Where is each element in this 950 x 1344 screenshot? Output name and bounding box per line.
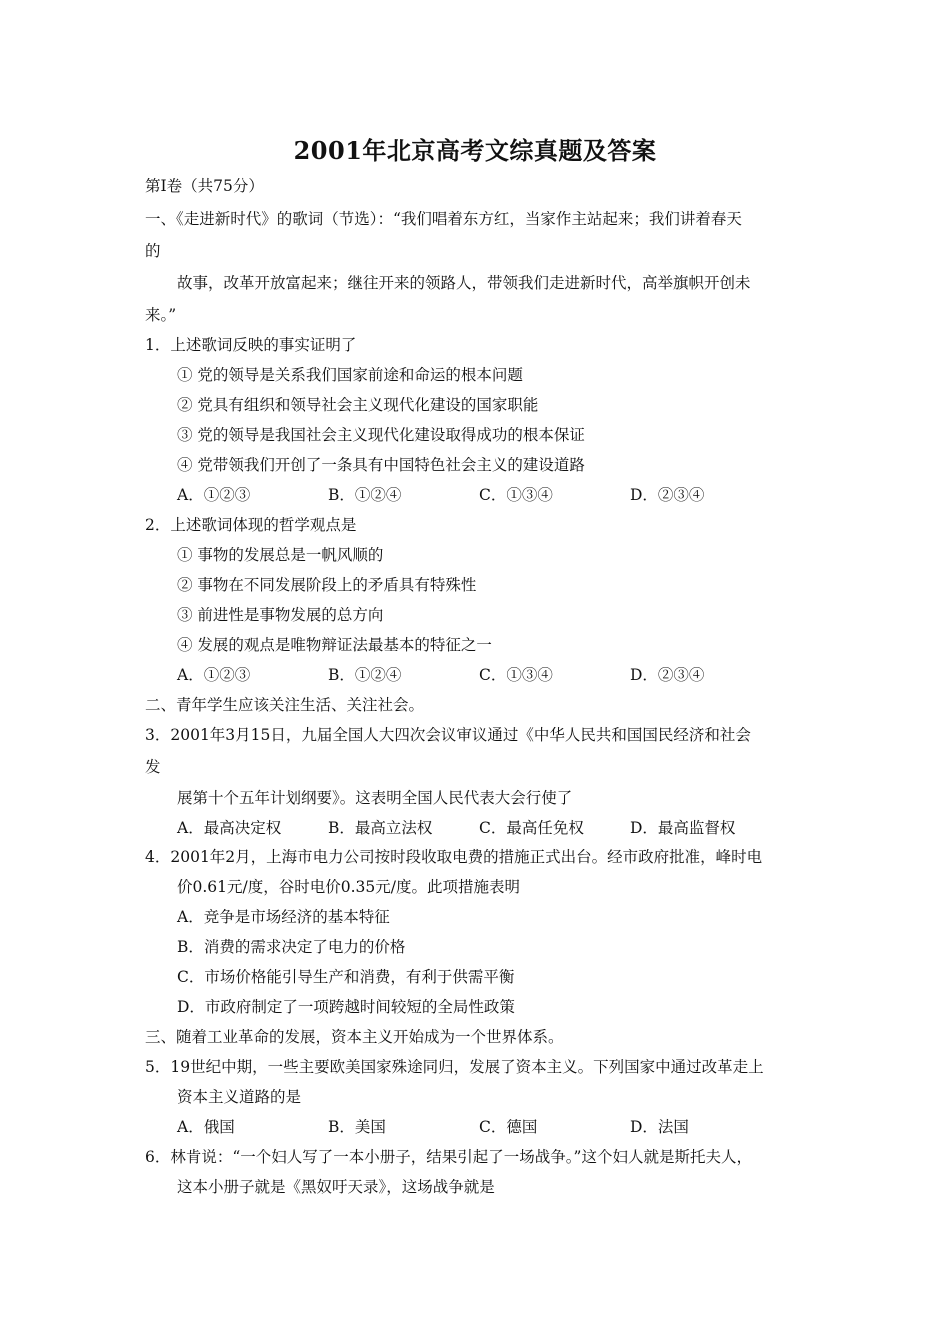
q2-option-c: C．①③④ xyxy=(479,666,553,684)
q3-option-d: D．最高监督权 xyxy=(630,819,736,837)
q2-item: ① 事物的发展总是一帆风顺的 xyxy=(177,546,384,564)
q4-option-a: A．竞争是市场经济的基本特征 xyxy=(177,908,390,926)
q5-line: 资本主义道路的是 xyxy=(177,1088,302,1106)
document-title: 2001年北京高考文综真题及答案 xyxy=(293,136,657,165)
q1-option-a: A．①②③ xyxy=(177,486,251,504)
intro1-line: 故事，改革开放富起来；继往开来的领路人，带领我们走进新时代，高举旗帜开创未 xyxy=(177,274,751,292)
q1-item: ② 党具有组织和领导社会主义现代化建设的国家职能 xyxy=(177,396,539,414)
intro1-line: 一、《走进新时代》的歌词（节选）：“我们唱着东方红，当家作主站起来；我们讲着春天 xyxy=(145,210,742,228)
section-heading: 第Ⅰ卷（共75分） xyxy=(145,177,264,195)
q1-option-d: D．②③④ xyxy=(630,486,705,504)
q1-item: ① 党的领导是关系我们国家前途和命运的根本问题 xyxy=(177,366,523,384)
q5-option-b: B．美国 xyxy=(328,1118,386,1136)
q5-line: 5．19世纪中期，一些主要欧美国家殊途同归，发展了资本主义。下列国家中通过改革走上 xyxy=(145,1058,764,1076)
q4-line: 价0.61元/度，谷时电价0.35元/度。此项措施表明 xyxy=(177,878,520,896)
q2-option-a: A．①②③ xyxy=(177,666,251,684)
q1-item: ④ 党带领我们开创了一条具有中国特色社会主义的建设道路 xyxy=(177,456,585,474)
q4-option-c: C．市场价格能引导生产和消费，有利于供需平衡 xyxy=(177,968,515,986)
q3-option-b: B．最高立法权 xyxy=(328,819,433,837)
q5-option-c: C．德国 xyxy=(479,1118,538,1136)
q6-line: 这本小册子就是《黑奴吁天录》，这场战争就是 xyxy=(177,1178,495,1196)
q3-option-a: A．最高决定权 xyxy=(177,819,282,837)
q4-option-d: D．市政府制定了一项跨越时间较短的全局性政策 xyxy=(177,998,515,1016)
q3-line: 发 xyxy=(145,758,161,776)
q1-item: ③ 党的领导是我国社会主义现代化建设取得成功的根本保证 xyxy=(177,426,585,444)
intro1-line: 来。” xyxy=(145,306,177,324)
intro1-line: 的 xyxy=(145,242,161,260)
q2-option-b: B．①②④ xyxy=(328,666,402,684)
q1-option-c: C．①③④ xyxy=(479,486,553,504)
q3-option-c: C．最高任免权 xyxy=(479,819,584,837)
q3-line: 展第十个五年计划纲要》。这表明全国人民代表大会行使了 xyxy=(177,789,573,807)
q5-option-a: A．俄国 xyxy=(177,1118,235,1136)
q2-option-d: D．②③④ xyxy=(630,666,705,684)
q3-line: 3．2001年3月15日，九届全国人大四次会议审议通过《中华人民共和国国民经济和社会 xyxy=(145,726,751,744)
intro3: 三、随着工业革命的发展，资本主义开始成为一个世界体系。 xyxy=(145,1028,564,1046)
q1-option-b: B．①②④ xyxy=(328,486,402,504)
intro2: 二、青年学生应该关注生活、关注社会。 xyxy=(145,696,425,714)
q2-item: ③ 前进性是事物发展的总方向 xyxy=(177,606,384,624)
q2-item: ④ 发展的观点是唯物辩证法最基本的特征之一 xyxy=(177,636,492,654)
q4-line: 4．2001年2月，上海市电力公司按时段收取电费的措施正式出台。经市政府批准，峰时电 xyxy=(145,848,763,866)
q2-item: ② 事物在不同发展阶段上的矛盾具有特殊性 xyxy=(177,576,477,594)
q1-stem: 1．上述歌词反映的事实证明了 xyxy=(145,336,357,354)
q5-option-d: D．法国 xyxy=(630,1118,689,1136)
q2-stem: 2．上述歌词体现的哲学观点是 xyxy=(145,516,357,534)
q4-option-b: B．消费的需求决定了电力的价格 xyxy=(177,938,406,956)
q6-line: 6．林肯说：“一个妇人写了一本小册子，结果引起了一场战争。”这个妇人就是斯托夫人， xyxy=(145,1148,752,1166)
